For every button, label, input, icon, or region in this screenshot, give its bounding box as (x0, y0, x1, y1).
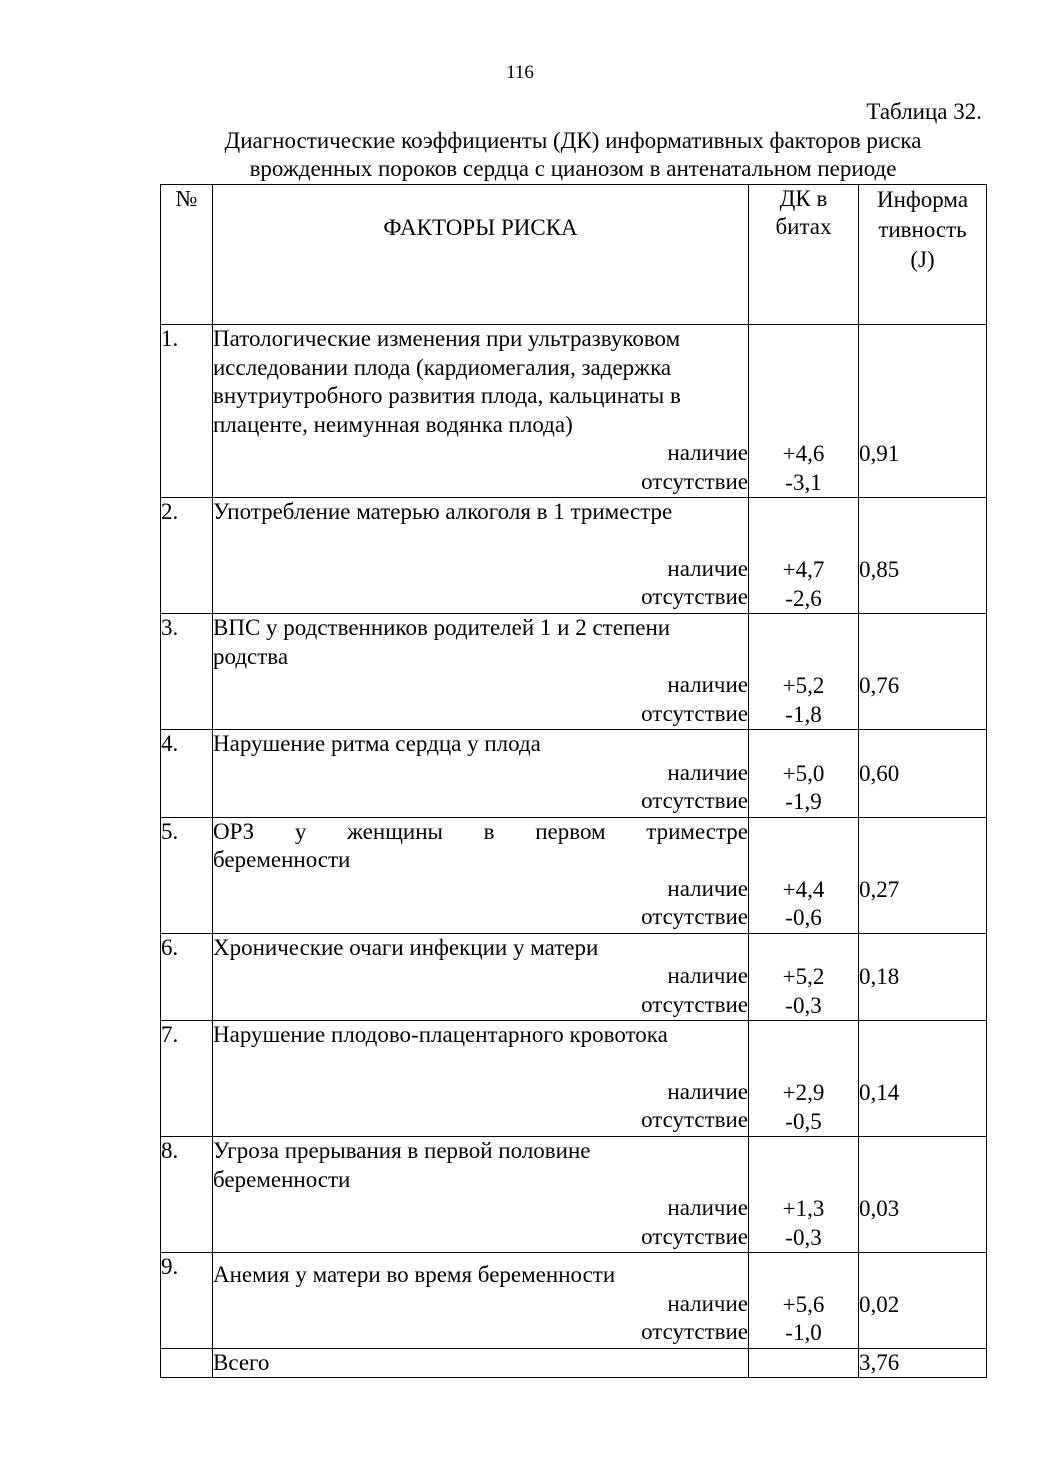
total-number-cell (161, 1348, 213, 1378)
dk-cell-top-space (749, 1253, 858, 1291)
risk-factors-table (160, 184, 987, 1378)
table-row (161, 498, 987, 614)
dk-presence-value: +1,3 (782, 1196, 825, 1221)
table-row (161, 614, 987, 730)
dk-absence-value: -2,6 (785, 585, 822, 611)
presence-label: наличие (667, 759, 748, 785)
total-label: Всего (213, 1348, 749, 1378)
dk-cell-top-space (749, 934, 858, 964)
informativity-value: 0,27 (859, 876, 900, 902)
dk-cell-top-space (749, 325, 858, 440)
dk-cell-top-space (749, 1137, 858, 1195)
absence-label: отсутствие (641, 1223, 748, 1249)
risk-factor-cell (213, 498, 749, 614)
informativity-value: 0,76 (859, 673, 900, 698)
absence-label: отсутствие (641, 1319, 748, 1344)
header-inf-line-2: тивность (878, 217, 967, 242)
header-dk-line-2: битах (775, 214, 832, 239)
dk-presence-value: +4,6 (782, 441, 825, 466)
informativity-value: 0,02 (859, 1291, 900, 1317)
risk-factor-cell (213, 933, 749, 1021)
informativity-top-space (859, 325, 986, 440)
table-row (161, 1021, 987, 1137)
informativity-value: 0,60 (859, 760, 900, 786)
presence-label: наличие (667, 963, 748, 988)
risk-factor-cell (213, 1253, 749, 1349)
table-header-row (161, 185, 987, 325)
dk-cell (749, 498, 859, 614)
dk-absence-value: -0,3 (785, 992, 822, 1018)
risk-factor-name-line: ОРЗ у женщины в первом триместре (213, 818, 748, 844)
informativity-cell (859, 817, 987, 933)
dk-cell (749, 817, 859, 933)
informativity-top-space (859, 818, 986, 876)
informativity-cell (859, 1137, 987, 1253)
absence-label: отсутствие (641, 584, 748, 609)
row-number: 6. (161, 933, 213, 1021)
table-body (161, 325, 987, 1349)
table-title-line-2: врожденных пороков сердца с цианозом в антенатальном периоде (249, 156, 897, 181)
dk-presence-value: +4,7 (782, 557, 825, 582)
presence-label: наличие (667, 875, 748, 901)
dk-cell-top-space (749, 818, 858, 876)
header-informativity (859, 185, 987, 325)
header-dk-line-1: ДК в (779, 186, 828, 211)
risk-factor-name-line: ВПС у родственников родителей 1 и 2 степени (213, 615, 671, 640)
dk-cell (749, 1137, 859, 1253)
table-row (161, 730, 987, 818)
presence-label: наличие (667, 672, 748, 697)
risk-factor-cell (213, 817, 749, 933)
header-inf-line-1: Информа (876, 187, 969, 212)
informativity-cell (859, 933, 987, 1021)
table-label: Таблица 32. (866, 99, 982, 124)
row-number: 7. (161, 1021, 213, 1137)
dk-cell-top-space (749, 730, 858, 760)
absence-label: отсутствие (641, 991, 748, 1017)
risk-factor-cell (213, 1021, 749, 1137)
informativity-top-space (859, 614, 986, 672)
table-row (161, 1137, 987, 1253)
informativity-top-space (859, 1021, 986, 1079)
row-spacer (213, 1050, 748, 1078)
page-number: 116 (506, 62, 534, 83)
dk-absence-value: -3,1 (785, 469, 822, 495)
presence-label: наличие (667, 440, 748, 465)
informativity-cell (859, 730, 987, 818)
dk-cell (749, 325, 859, 498)
informativity-cell (859, 614, 987, 730)
table-row (161, 817, 987, 933)
header-risk-factors: ФАКТОРЫ РИСКА (213, 185, 749, 325)
row-number: 4. (161, 730, 213, 818)
absence-label: отсутствие (641, 468, 748, 494)
total-dk-cell (749, 1348, 859, 1378)
informativity-value: 0,91 (859, 441, 900, 466)
absence-label: отсутствие (641, 904, 748, 929)
dk-cell-top-space (749, 498, 858, 556)
dk-cell-top-space (749, 1021, 858, 1079)
informativity-value: 0,85 (859, 557, 900, 582)
dk-absence-value: -1,8 (785, 701, 822, 727)
presence-label: наличие (667, 555, 748, 581)
risk-factor-name-line: Нарушение ритма сердца у плода (213, 731, 541, 756)
row-number: 9. (161, 1253, 213, 1349)
dk-cell (749, 1021, 859, 1137)
dk-cell-top-space (749, 614, 858, 672)
informativity-cell (859, 1021, 987, 1137)
row-number: 5. (161, 817, 213, 933)
risk-factor-name-line: исследовании плода (кардиомегалия, задержка (213, 354, 672, 380)
dk-absence-value: -1,9 (785, 789, 822, 814)
informativity-cell (859, 498, 987, 614)
total-informativity: 3,76 (859, 1348, 987, 1378)
presence-label: наличие (667, 1078, 748, 1104)
informativity-value: 0,03 (859, 1196, 900, 1221)
row-number: 3. (161, 614, 213, 730)
dk-absence-value: -1,0 (785, 1320, 822, 1345)
table-row (161, 933, 987, 1021)
row-number: 2. (161, 498, 213, 614)
dk-cell (749, 933, 859, 1021)
row-number: 8. (161, 1137, 213, 1253)
dk-presence-value: +5,6 (782, 1291, 825, 1317)
informativity-top-space (859, 1137, 986, 1195)
risk-factor-name-line: плаценте, неимунная водянка плода) (213, 411, 573, 437)
dk-presence-value: +4,4 (782, 876, 825, 902)
dk-presence-value: +2,9 (782, 1080, 825, 1105)
risk-factor-cell (213, 325, 749, 498)
header-dk-bits (749, 185, 859, 325)
risk-factor-name-line: внутриутробного развития плода, кальцинаты в (213, 383, 681, 408)
dk-absence-value: -0,3 (785, 1224, 822, 1250)
informativity-value: 0,18 (859, 964, 900, 989)
risk-factor-name-line: беременности (213, 1166, 351, 1192)
risk-factor-name-line: родства (213, 643, 289, 669)
absence-label: отсутствие (641, 1107, 748, 1132)
table-title (160, 127, 986, 183)
dk-absence-value: -0,6 (785, 905, 822, 930)
risk-factor-name-line: Патологические изменения при ультразвуковом (213, 326, 681, 351)
informativity-cell (859, 325, 987, 498)
risk-factor-name-line: Угроза прерывания в первой половине (213, 1138, 591, 1163)
table-row (161, 1253, 987, 1349)
absence-label: отсутствие (641, 788, 748, 813)
risk-factor-name-line: Употребление матерью алкоголя в 1 триместре (213, 499, 673, 524)
risk-factor-cell (213, 730, 749, 818)
informativity-top-space (859, 934, 986, 964)
row-number: 1. (161, 325, 213, 498)
dk-absence-value: -0,5 (785, 1108, 822, 1134)
total-row (161, 1348, 987, 1378)
informativity-top-space (859, 1253, 986, 1291)
table-title-line-1: Диагностические коэффициенты (ДК) информативных факторов риска (224, 128, 922, 153)
informativity-cell (859, 1253, 987, 1349)
dk-cell (749, 730, 859, 818)
dk-presence-value: +5,2 (782, 964, 825, 989)
informativity-top-space (859, 730, 986, 760)
row-spacer (213, 527, 748, 555)
informativity-top-space (859, 498, 986, 556)
risk-factor-name-line: Нарушение плодово-плацентарного кровотока (213, 1022, 668, 1047)
presence-label: наличие (667, 1195, 748, 1220)
absence-label: отсутствие (641, 700, 748, 726)
risk-factor-cell (213, 614, 749, 730)
informativity-value: 0,14 (859, 1080, 900, 1105)
presence-label: наличие (667, 1290, 748, 1316)
risk-factor-cell (213, 1137, 749, 1253)
dk-cell (749, 1253, 859, 1349)
risk-factor-name-line: беременности (213, 847, 351, 872)
risk-factor-name-line: Хронические очаги инфекции у матери (213, 934, 599, 960)
header-number: № (161, 185, 213, 325)
dk-presence-value: +5,0 (782, 760, 825, 786)
dk-presence-value: +5,2 (782, 673, 825, 698)
header-inf-line-3: (J) (910, 247, 935, 272)
risk-factor-name-line: Анемия у матери во время беременности (213, 1262, 616, 1287)
table-row (161, 325, 987, 498)
dk-cell (749, 614, 859, 730)
